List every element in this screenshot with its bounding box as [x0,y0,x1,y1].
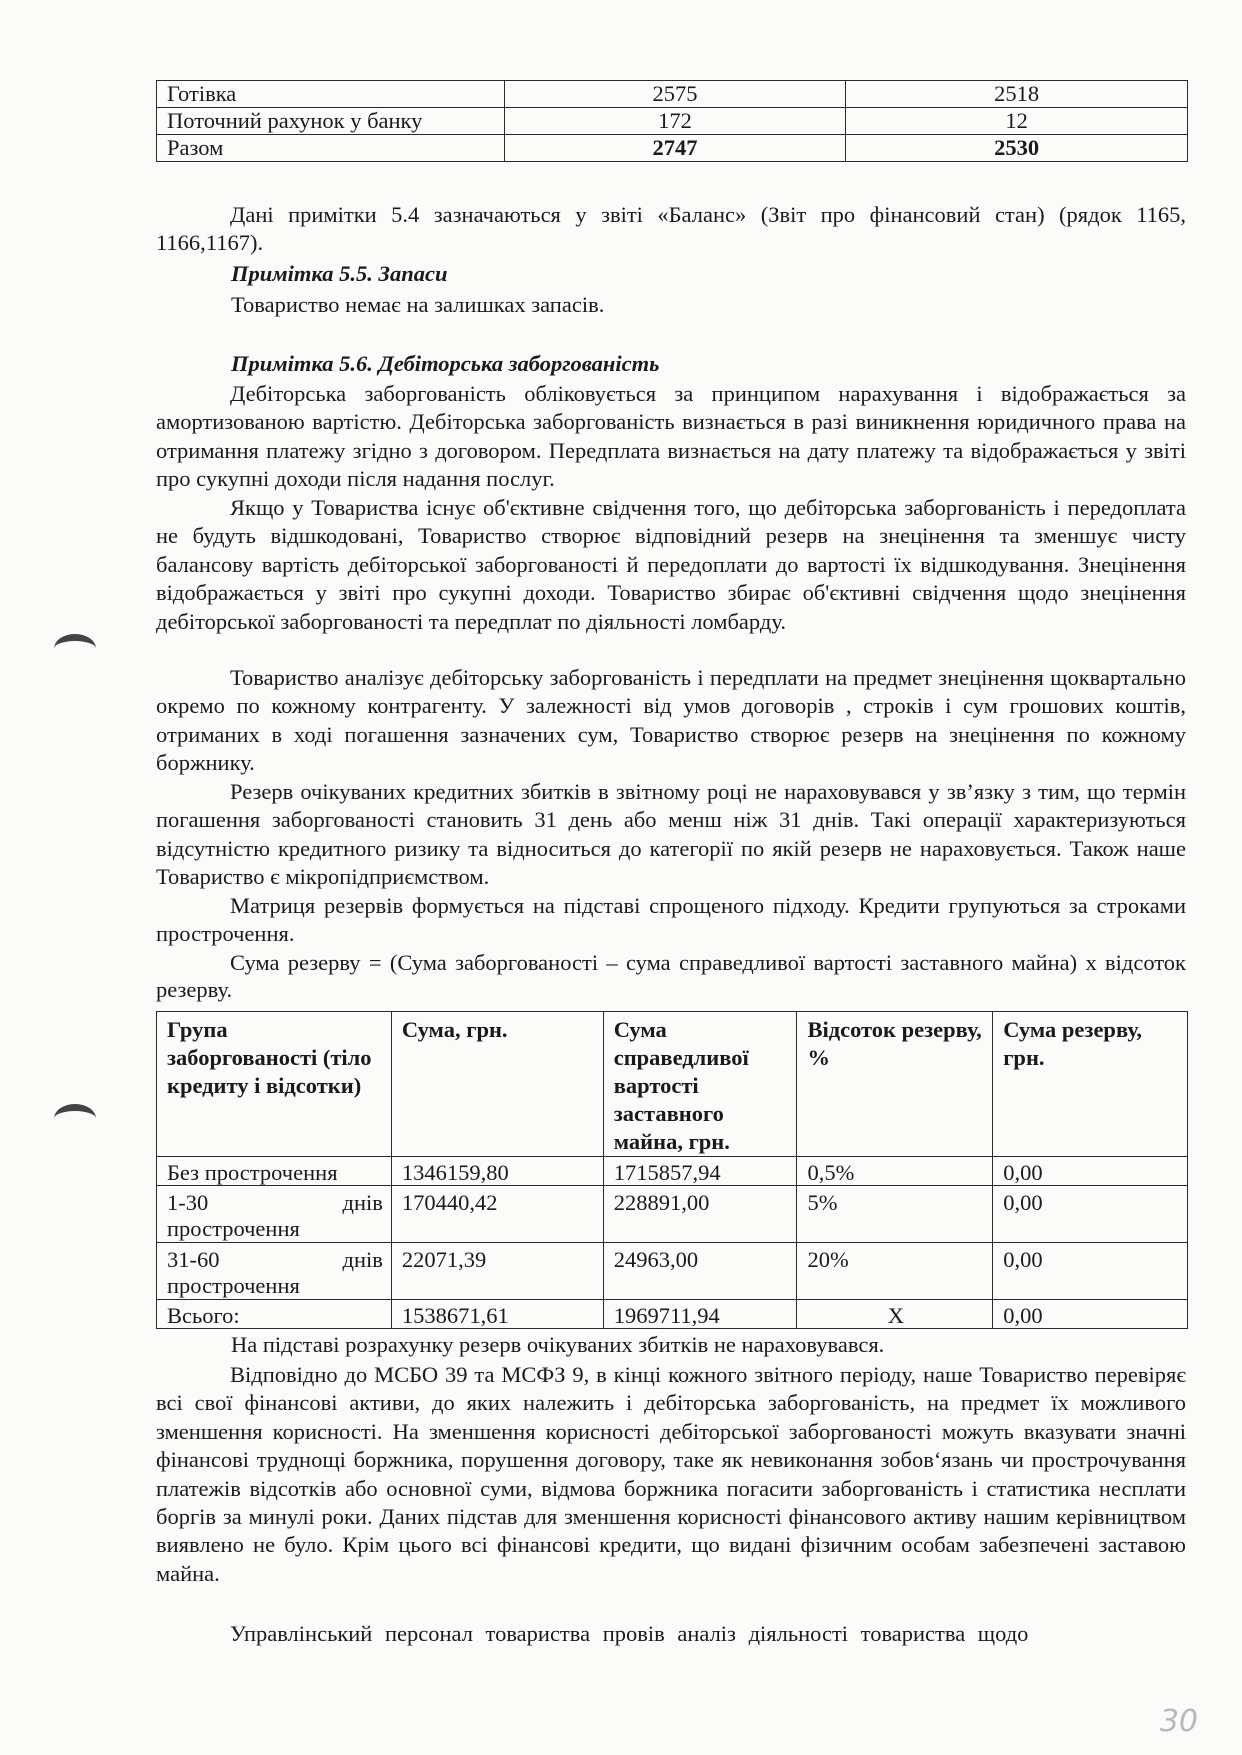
table-row [157,1157,1188,1186]
pct-cell: 20% [797,1243,993,1300]
fair-value-cell: 228891,00 [603,1186,797,1243]
paragraph-text: Якщо у Товариства існує об'єктивне свідчення того, що дебіторська заборгованість і передоплата не будуть відшкодовані, Товариство створює відповідний резерв на знецінення та зменшує чисту балансову вартість дебіторської заборгованості й передоплати до вартості їх відшкодування. Знецінення відображається у звіті про сукупні доходи. Товариство збирає об'єктивні свідчення щодо знецінення дебіторської заборгованості та передплат по діяльності ломбарду. [156,495,1186,634]
reserve-matrix-table [156,1011,1188,1329]
paragraph [156,664,1186,778]
paragraph: Товариство немає на залишках запасів. [231,292,605,317]
sum-cell: 170440,42 [391,1186,603,1243]
paragraph-text: Дані примітки 5.4 зазначаються у звіті «Баланс» (Звіт про фінансовий стан) (рядок 1165, 1166,1167). [156,202,1186,256]
value-previous: 2518 [846,81,1188,108]
section-heading: Примітка 5.5. Запаси [231,261,448,286]
table-total-row [157,135,1188,162]
group-cell: Без прострочення [157,1157,392,1186]
paragraph [156,892,1186,949]
group-cell: Всього: [157,1300,392,1329]
paragraph [156,494,1186,636]
sum-cell: 1346159,80 [391,1157,603,1186]
table-row [157,81,1188,108]
table-row [157,1186,1188,1243]
header-group: Група заборгованості (тіло кредиту і відсотки) [157,1012,392,1157]
row-label: Разом [157,135,505,162]
value-current: 2575 [504,81,846,108]
table-header-row [157,1012,1188,1157]
group-range: 31-60 [167,1247,220,1272]
group-unit: днів [342,1247,383,1272]
page-number: 30 [1159,1704,1198,1739]
paragraph-text: Резерв очікуваних кредитних збитків в звітному році не нараховувався у зв’язку з тим, що термін погашення заборгованості становить 31 день або менш ніж 31 днів. Такі операції характеризуються відсутністю кредитного ризику та відноситься до категорії по якій резерв не нараховується. Також наше Товариство є мікропідприємством. [156,779,1186,890]
group-unit: днів [342,1190,383,1215]
header-sum: Сума, грн. [391,1012,603,1157]
header-reserve-sum: Сума резерву, грн. [993,1012,1188,1157]
paragraph [156,778,1186,892]
pct-cell: 0,5% [797,1157,993,1186]
reserve-cell: 0,00 [993,1186,1188,1243]
paragraph-text: Відповідно до МСБО 39 та МСФЗ 9, в кінці кожного звітного періоду, наше Товариство перевіряє всі свої фінансові активи, до яких належить і дебіторська заборгованість, на предмет їх можливого зменшення корисності. На зменшення корисності дебіторської заборгованості можуть вказувати значні фінансові труднощі боржника, порушення договору, таке як невиконання зобов‘язань чи прострочування платежів відсотків або основної суми, відмова боржника погасити заборгованість і статистика несплати боргів за минулі роки. Даних підстав для зменшення корисності фінансового активу нашим керівництвом виявлено не було. Крім цього всі фінансові кредити, що видані фізичним особам забезпечені заставою майна. [156,1362,1186,1586]
paragraph [156,201,1186,258]
group-suffix: прострочення [167,1216,300,1241]
paragraph-text: Товариство аналізує дебіторську заборгованість і передплати на предмет знецінення щоквартально окремо по кожному контрагенту. У залежності від умов договорів , строків і сум грошових коштів, отриманих в ході погашення зазначених сум, Товариство створює резерв на знецінення по кожному боржнику. [156,665,1186,776]
paragraph-text: Управлінський персонал товариства провів аналіз діяльності товариства щодо [230,1621,1029,1646]
paragraph [156,1620,1186,1648]
paragraph [156,380,1186,494]
paragraph-text: Сума резерву = (Сума заборгованості – сума справедливої вартості заставного майна) х відсоток резерву. [156,950,1186,1002]
paragraph [156,1361,1186,1588]
formula-paragraph [156,949,1186,1003]
paragraph: На підставі розрахунку резерв очікуваних збитків не нараховувався. [231,1332,885,1357]
fair-value-cell: 24963,00 [603,1243,797,1300]
row-label: Поточний рахунок у банку [157,108,505,135]
cash-table [156,80,1188,162]
group-suffix: прострочення [167,1273,300,1298]
sum-cell: 22071,39 [391,1243,603,1300]
fair-value-cell: 1969711,94 [603,1300,797,1329]
sum-cell: 1538671,61 [391,1300,603,1329]
value-previous: 12 [846,108,1188,135]
header-fair-value: Сума справедливої вартості заставного майна, грн. [603,1012,797,1157]
paragraph-text: Матриця резервів формується на підставі спрощеного підходу. Кредити групуються за строками прострочення. [156,893,1186,947]
header-reserve-pct: Відсоток резерву, % [797,1012,993,1157]
section-heading: Примітка 5.6. Дебіторська заборгованість [231,351,660,376]
pct-cell: Х [797,1300,993,1329]
reserve-cell: 0,00 [993,1243,1188,1300]
pct-cell: 5% [797,1186,993,1243]
table-row [157,108,1188,135]
reserve-cell: 0,00 [993,1157,1188,1186]
row-label: Готівка [157,81,505,108]
group-cell [157,1243,392,1300]
punch-hole-mark [54,1104,96,1133]
table-total-row [157,1300,1188,1329]
value-current: 2747 [504,135,846,162]
group-cell [157,1186,392,1243]
table-row [157,1243,1188,1300]
group-range: 1-30 [167,1190,209,1215]
fair-value-cell: 1715857,94 [603,1157,797,1186]
value-current: 172 [504,108,846,135]
paragraph-text: Дебіторська заборгованість обліковується за принципом нарахування і відображається за амортизованою вартістю. Дебіторська заборгованість визнається в разі виникнення юридичного права на отримання платежу згідно з договором. Передплата визнається на дату платежу та відображається у звіті про сукупні доходи після надання послуг. [156,381,1186,492]
value-previous: 2530 [846,135,1188,162]
reserve-cell: 0,00 [993,1300,1188,1329]
punch-hole-mark [54,634,96,663]
